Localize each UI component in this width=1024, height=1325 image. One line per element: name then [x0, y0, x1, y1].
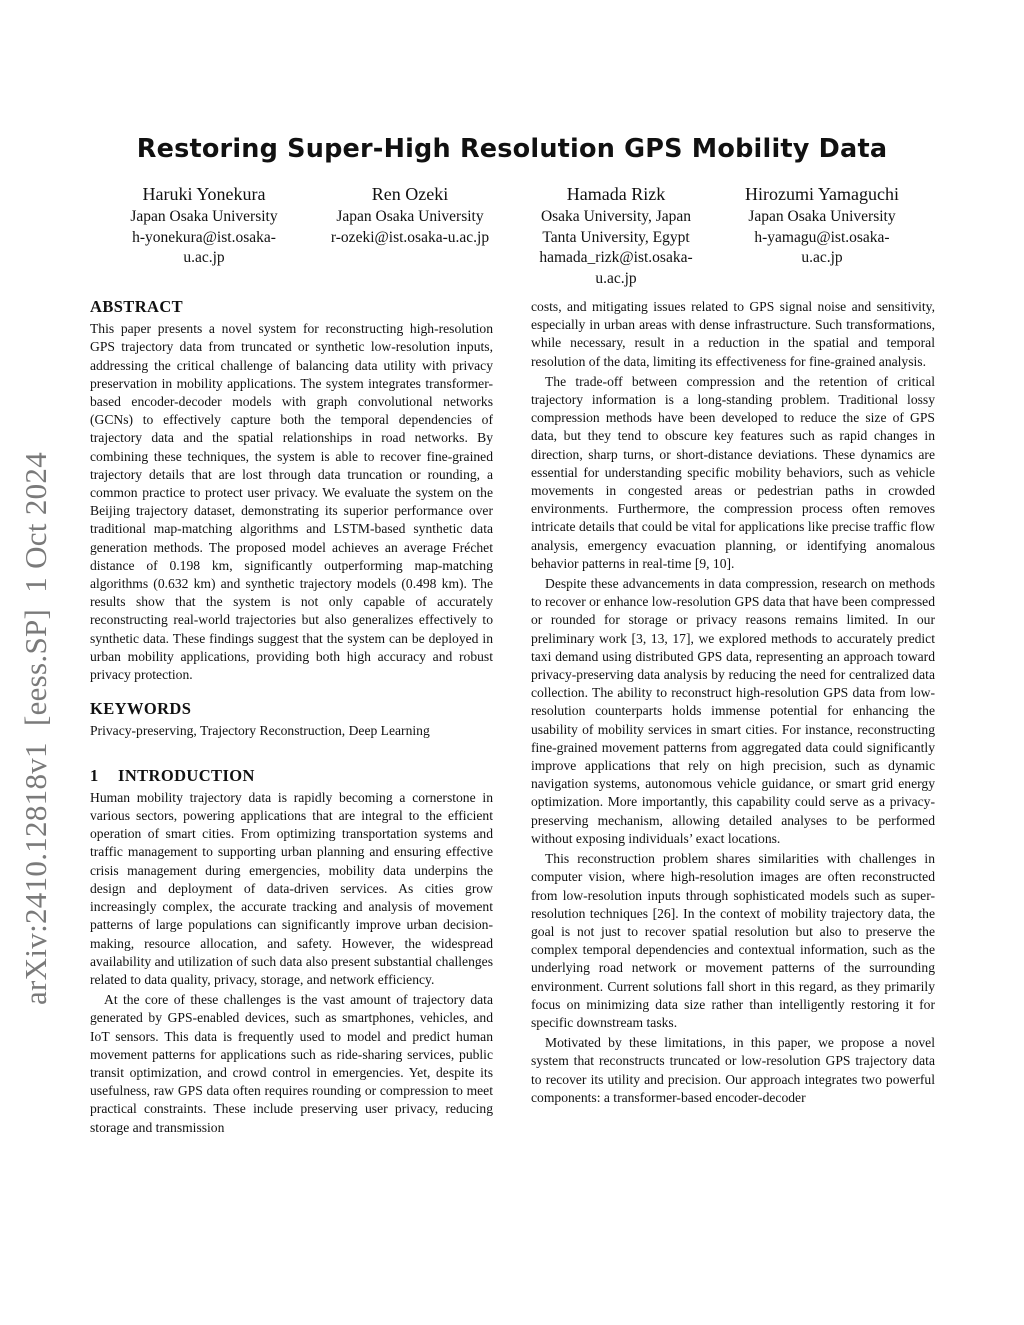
author-affiliation: Japan Osaka University [748, 208, 896, 225]
right-column [531, 298, 935, 1107]
author-block-1 [104, 181, 304, 269]
intro-paragraph-4: Despite these advancements in data compression, research on methods to recover or enhance low-resolution GPS data that have been compressed or rounded for storage or privacy reasons remains limited. In our preliminary work [3, 13, 17], we explored methods to accurately predict taxi demand using distributed GPS data, representing an approach toward privacy-preserving data analysis by reducing the need for centralized data collection. The ability to reconstruct high-resolution GPS data from low-resolution counterparts holds immense potential for enhancing the usability of mobility services in smart cities. For instance, reconstructing fine-grained movement patterns from aggregated data could significantly improve applications that rely on high precision, such as dynamic navigation systems, autonomous vehicle guidance, or smart grid energy optimization. More importantly, this capability could serve as a privacy-preserving mechanism, allowing detailed analyses to be performed without exposing individuals’ exact locations. [531, 576, 935, 846]
intro-paragraph-2: At the core of these challenges is the vast amount of trajectory data generated by GPS-enabled devices, such as smartphones, vehicles, and IoT sensors. This data is frequently used to model and predict human movement patterns for applications such as ride-sharing services, public transit optimization, and crowd control in emergencies. Yet, despite its usefulness, raw GPS data often requires rounding or compression to meet practical constraints. These include preserving user privacy, reducing storage and transmission [90, 992, 493, 1135]
author-email-cont: u.ac.jp [183, 249, 225, 266]
section-title: INTRODUCTION [118, 765, 255, 785]
author-name: Hamada Rizk [566, 184, 666, 204]
author-email: hamada_rizk@ist.osaka- [539, 249, 693, 266]
author-name: Hirozumi Yamaguchi [745, 184, 899, 204]
author-name: Ren Ozeki [371, 184, 449, 204]
author-email-cont: u.ac.jp [801, 249, 843, 266]
author-email: h-yamagu@ist.osaka- [754, 228, 890, 246]
left-column [90, 298, 493, 1137]
arxiv-identifier: arXiv:2410.12818v1 [eess.SP] 1 Oct 2024 [18, 451, 53, 1005]
author-email: r-ozeki@ist.osaka-u.ac.jp [330, 228, 490, 246]
intro-paragraph-3: The trade-off between compression and the retention of critical trajectory information is a long-standing problem. Traditional lossy compression methods have been developed to reduce the size of GPS data, but they tend to obscure key features such as rapid changes in direction, sharp turns, or short-distance deviations. These dynamics are essential for understanding specific mobility behaviors, such as vehicle movements in congested areas or pedestrian paths in crowded environments. Furthermore, the compression process often removes intricate details that could be vital for applications like precise traffic flow analysis, emergency evacuation planning, or identifying anomalous behavior patterns in real-time [9, 10]. [531, 373, 935, 571]
author-block-2 [310, 181, 510, 248]
author-affiliation: Osaka University, Japan [540, 208, 692, 225]
abstract-heading: ABSTRACT [90, 297, 184, 316]
keywords-text: Privacy-preserving, Trajectory Reconstruction, Deep Learning [90, 723, 430, 739]
author-block-4 [722, 181, 922, 269]
paper-title: Restoring Super-High Resolution GPS Mobility Data [136, 134, 888, 164]
intro-paragraph-5: This reconstruction problem shares similarities with challenges in computer vision, where high-resolution images are often reconstructed from low-resolution inputs through sophisticated models such as super-resolution techniques [26]. In the context of mobility trajectory data, the goal is not just to recover spatial resolution but also to preserve the complex temporal dependencies and contextual information, such as the underlying road network or movement patterns of the surrounding environment. Current solutions fall short in this regard, as they primarily focus on minimizing data size rather than intelligently restoring it for specific downstream tasks. [531, 851, 935, 1030]
author-affiliation-2: Tanta University, Egypt [542, 228, 690, 246]
author-name: Haruki Yonekura [142, 184, 266, 204]
intro-paragraph-2-cont: costs, and mitigating issues related to GPS signal noise and sensitivity, especially in urban areas with dense infrastructure. Such transformations, while necessary, result in a reduction in the spatial and temporal resolution of the data, limiting its effectiveness for fine-grained analysis. [531, 299, 935, 369]
intro-paragraph-6: Motivated by these limitations, in this paper, we propose a novel system that reconstructs truncated or low-resolution GPS trajectory data to recover its utility and precision. Our approach integrates two powerful components: a transformer-based encoder-decoder [531, 1035, 935, 1105]
author-block-3 [516, 181, 716, 289]
author-affiliation: Japan Osaka University [130, 208, 278, 225]
author-affiliation: Japan Osaka University [336, 208, 484, 225]
section-number: 1 [90, 765, 99, 785]
keywords-heading: KEYWORDS [90, 699, 192, 719]
author-email-cont: u.ac.jp [595, 269, 637, 287]
abstract-text: This paper presents a novel system for reconstructing high-resolution GPS trajectory data from truncated or synthetic low-resolution inputs, addressing the critical challenge of balancing data utility with privacy preservation in mobility applications. The system integrates transformer-based encoder-decoder models with graph convolutional networks (GCNs) to effectively capture both the temporal dependencies of trajectory data and the spatial relationships in road networks. By combining these techniques, the system is able to recover fine-grained trajectory details that are lost through data truncation or rounding, a common practice to protect user privacy. We evaluate the system on the Beijing trajectory dataset, demonstrating its superior performance over traditional map-matching algorithms and LSTM-based synthetic data generation methods. The proposed model achieves an average Fréchet distance of 0.198 km, significantly outperforming map-matching algorithms (0.632 km) and synthetic trajectory models (0.498 km). The results show that the system is not only capable of accurately reconstructing real-world trajectories but also generalizes effectively to synthetic data. These findings suggest that the system can be deployed in urban mobility applications, providing both high accuracy and robust privacy protection. [90, 321, 493, 683]
author-email: h-yonekura@ist.osaka- [132, 228, 276, 246]
intro-paragraph-1: Human mobility trajectory data is rapidly becoming a cornerstone in various sectors, powering applications that are integral to the efficient operation of smart cities. From optimizing transportation systems and traffic management to supporting urban planning and ensuring effective crisis management during emergencies, mobility data underpins the design and deployment of data-driven services. As cities grow increasingly complex, the accurate tracking and analysis of movement patterns of large populations can significantly improve urban decision-making, resource allocation, and safety. However, the widespread availability and utilization of such data also present substantial challenges related to data quality, privacy, storage, and network efficiency. [90, 789, 493, 987]
section-heading-introduction [90, 767, 493, 785]
